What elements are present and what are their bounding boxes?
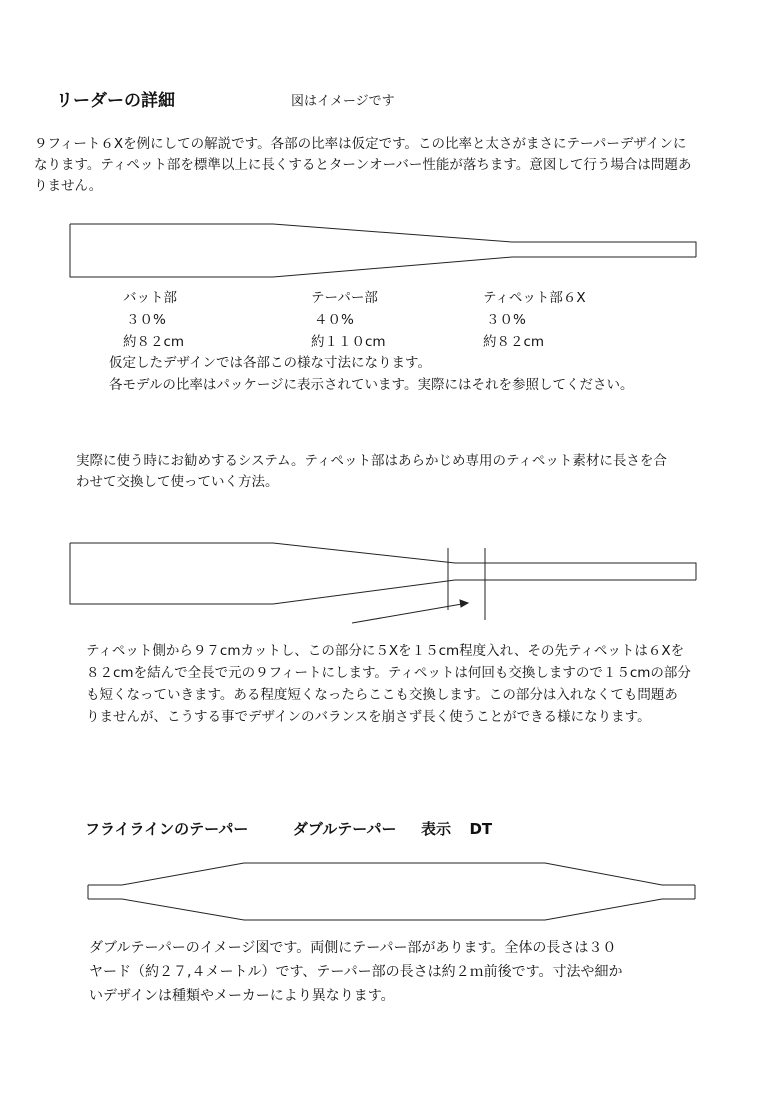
dt-explanation-line: ヤード（約２７,４メートル）です、テーパー部の長さは約２ｍ前後です。寸法や細か [89, 964, 623, 980]
dt-explanation-line: ダブルテーパーのイメージ図です。両側にテーパー部があります。全体の長さは３０ [89, 940, 617, 956]
pointer-arrow-head [460, 600, 468, 607]
flyline-title: フライラインのテーパー [85, 820, 249, 838]
part-ratio-tippet: ３０% [486, 312, 526, 328]
double-taper-title: ダブルテーパー [292, 820, 397, 838]
section-title-flyline [85, 818, 492, 839]
system-intro-line: 実際に使う時にお勧めするシステム。ティペット部はあらかじめ専用のティペット素材に長さを合 [76, 453, 667, 469]
display-label: 表示 [420, 820, 451, 838]
system-intro [76, 451, 736, 493]
part-name-taper: テーパー部 [311, 290, 378, 306]
double-taper-diagram [88, 863, 695, 920]
part-length-butt: 約８２cm [123, 334, 185, 350]
system-explanation-line: りませんが、こうする事でデザインのバランスを崩さず長く使うことができる様になります。 [86, 709, 651, 725]
leader-diagram [70, 224, 696, 277]
system-intro-line: わせて交換して使っていく方法。 [76, 474, 279, 490]
dt-outline-top [88, 863, 695, 885]
system-outline-bottom [70, 543, 696, 604]
leader-intro-line: ９フィート６Xを例にしての解説です。各部の比率は仮定です。この比率と太さがまさにテーパーデザインに [34, 136, 687, 152]
dt-outline-bottom [88, 899, 695, 920]
system-explanation-line: も短くなっていきます。ある程度短くなったらここも交換します。この部分は入れなくても問題あ [86, 687, 678, 703]
section-title-leader: リーダーの詳細 [56, 91, 175, 111]
model-ratio-note: 各モデルの比率はパッケージに表示されています。実際にはそれを参照してください。 [109, 377, 634, 393]
system-explanation-line: ８２cmを結んで全長で元の９フィートにします。ティペットは何回も交換しますので１５cmの部分 [86, 665, 691, 681]
system-outline-top [70, 543, 696, 580]
system-explanation [86, 640, 746, 728]
display-code: DT [469, 820, 493, 838]
leader-intro-line: りません。 [34, 178, 103, 194]
double-taper-explanation [89, 936, 709, 1008]
design-note: 仮定したデザインでは各部この様な寸法になります。 [109, 355, 431, 371]
image-note: 図はイメージです [291, 94, 395, 109]
part-name-tippet: ティペット部６X [483, 290, 586, 306]
part-name-butt: バット部 [123, 290, 177, 306]
part-length-tippet: 約８２cm [483, 334, 545, 350]
leader-intro-line: なります。ティペット部を標準以上に長くするとターンオーバー性能が落ちます。意図して行う場合は問題あ [34, 157, 692, 173]
part-ratio-butt: ３０% [126, 312, 166, 328]
leader-system-diagram [70, 543, 696, 623]
dt-explanation-line: いデザインは種類やメーカーにより異なります。 [89, 988, 395, 1004]
part-length-taper: 約１１０cm [311, 334, 386, 350]
leader-outline-top [70, 224, 696, 257]
part-ratio-taper: ４０% [314, 312, 354, 328]
system-explanation-line: ティペット側から９７cmカットし、この部分に５Xを１５cm程度入れ、その先ティペットは６Xを [86, 643, 685, 659]
pointer-arrow-line [352, 604, 462, 623]
